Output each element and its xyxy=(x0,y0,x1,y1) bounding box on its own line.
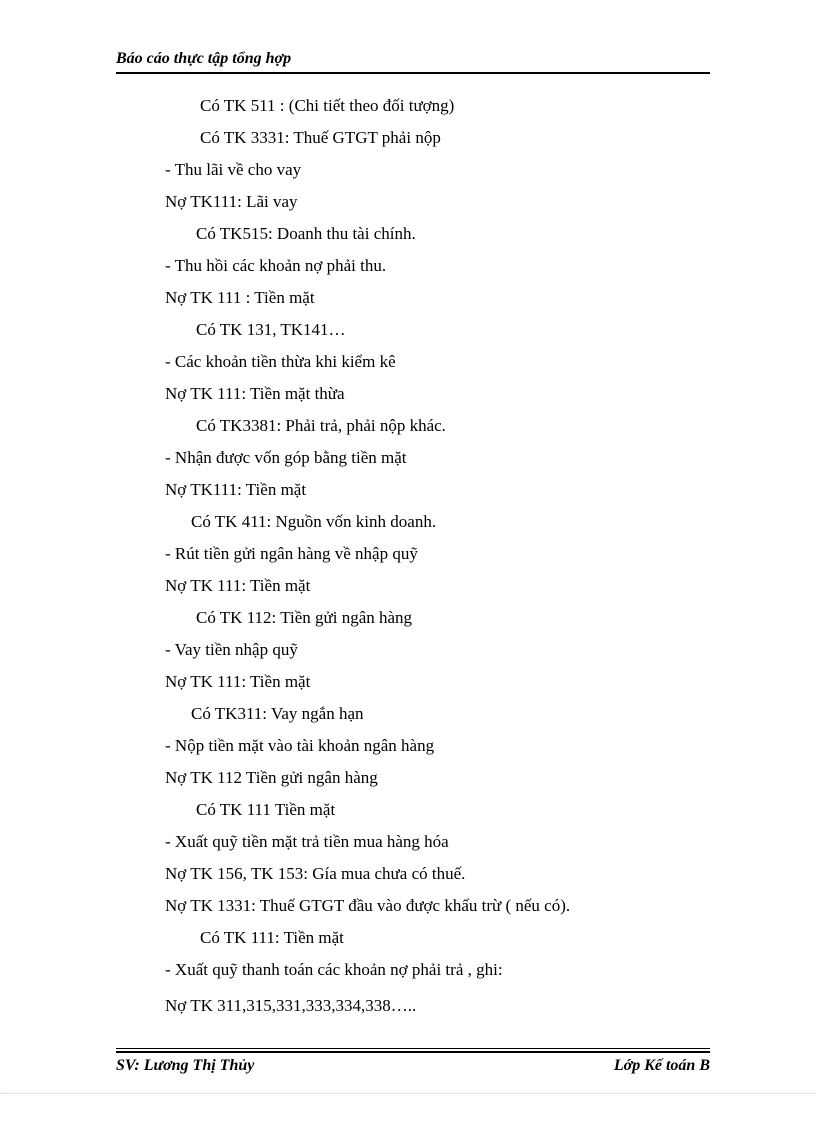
text-line: Có TK 111 Tiền mặt xyxy=(196,800,336,819)
text-line: - Xuất quỹ thanh toán các khoản nợ phải trả , ghi: xyxy=(165,960,503,979)
text-line: Nợ TK 111: Tiền mặt thừa xyxy=(165,384,345,403)
text-line: Nợ TK 311,315,331,333,334,338….. xyxy=(165,996,417,1015)
text-line: - Nộp tiền mặt vào tài khoản ngân hàng xyxy=(165,736,435,755)
text-line: Có TK3381: Phải trả, phải nộp khác. xyxy=(196,416,446,435)
text-line: - Thu lãi về cho vay xyxy=(165,160,302,179)
text-line: - Rút tiền gửi ngân hàng về nhập quỹ xyxy=(165,544,418,563)
header-title: Báo cáo thực tập tổng hợp xyxy=(116,50,292,67)
text-line: Nợ TK 112 Tiền gửi ngân hàng xyxy=(165,768,378,787)
text-line: Nợ TK 156, TK 153: Gía mua chưa có thuế. xyxy=(165,864,466,883)
footer-divider xyxy=(116,1048,710,1049)
text-line: - Vay tiền nhập quỹ xyxy=(165,640,298,659)
text-line: Nợ TK 111: Tiền mặt xyxy=(165,672,311,691)
text-line: - Thu hồi các khoản nợ phải thu. xyxy=(165,256,387,275)
text-line: Nợ TK111: Lãi vay xyxy=(165,192,298,211)
text-line: Có TK 511 : (Chi tiết theo đối tượng) xyxy=(200,96,455,115)
text-line: Nợ TK111: Tiền mặt xyxy=(165,480,307,499)
text-line: Có TK 3331: Thuế GTGT phải nộp xyxy=(200,128,441,147)
text-line: Có TK311: Vay ngắn hạn xyxy=(191,704,364,723)
footer-student-name: SV: Lương Thị Thủy xyxy=(116,1057,255,1074)
page-edge-divider xyxy=(0,1093,816,1094)
text-line: - Các khoản tiền thừa khi kiểm kê xyxy=(165,352,396,371)
footer-class-name: Lớp Kế toán B xyxy=(613,1057,710,1074)
text-line: Nợ TK 1331: Thuế GTGT đầu vào được khấu trừ ( nếu có). xyxy=(165,896,571,915)
page-header xyxy=(116,46,710,74)
text-line: Có TK 131, TK141… xyxy=(196,320,346,339)
footer-divider xyxy=(116,1051,710,1053)
text-line: - Xuất quỹ tiền mặt trả tiền mua hàng hóa xyxy=(165,832,449,851)
text-line: Nợ TK 111: Tiền mặt xyxy=(165,576,311,595)
text-line: Có TK 112: Tiền gửi ngân hàng xyxy=(196,608,413,627)
text-line: Có TK 411: Nguồn vốn kinh doanh. xyxy=(191,512,437,531)
text-line: - Nhận được vốn góp bằng tiền mặt xyxy=(165,448,407,467)
text-line: Có TK515: Doanh thu tài chính. xyxy=(196,224,416,243)
text-line: Nợ TK 111 : Tiền mặt xyxy=(165,288,315,307)
text-line: Có TK 111: Tiền mặt xyxy=(200,928,344,947)
page-footer xyxy=(116,1055,710,1077)
